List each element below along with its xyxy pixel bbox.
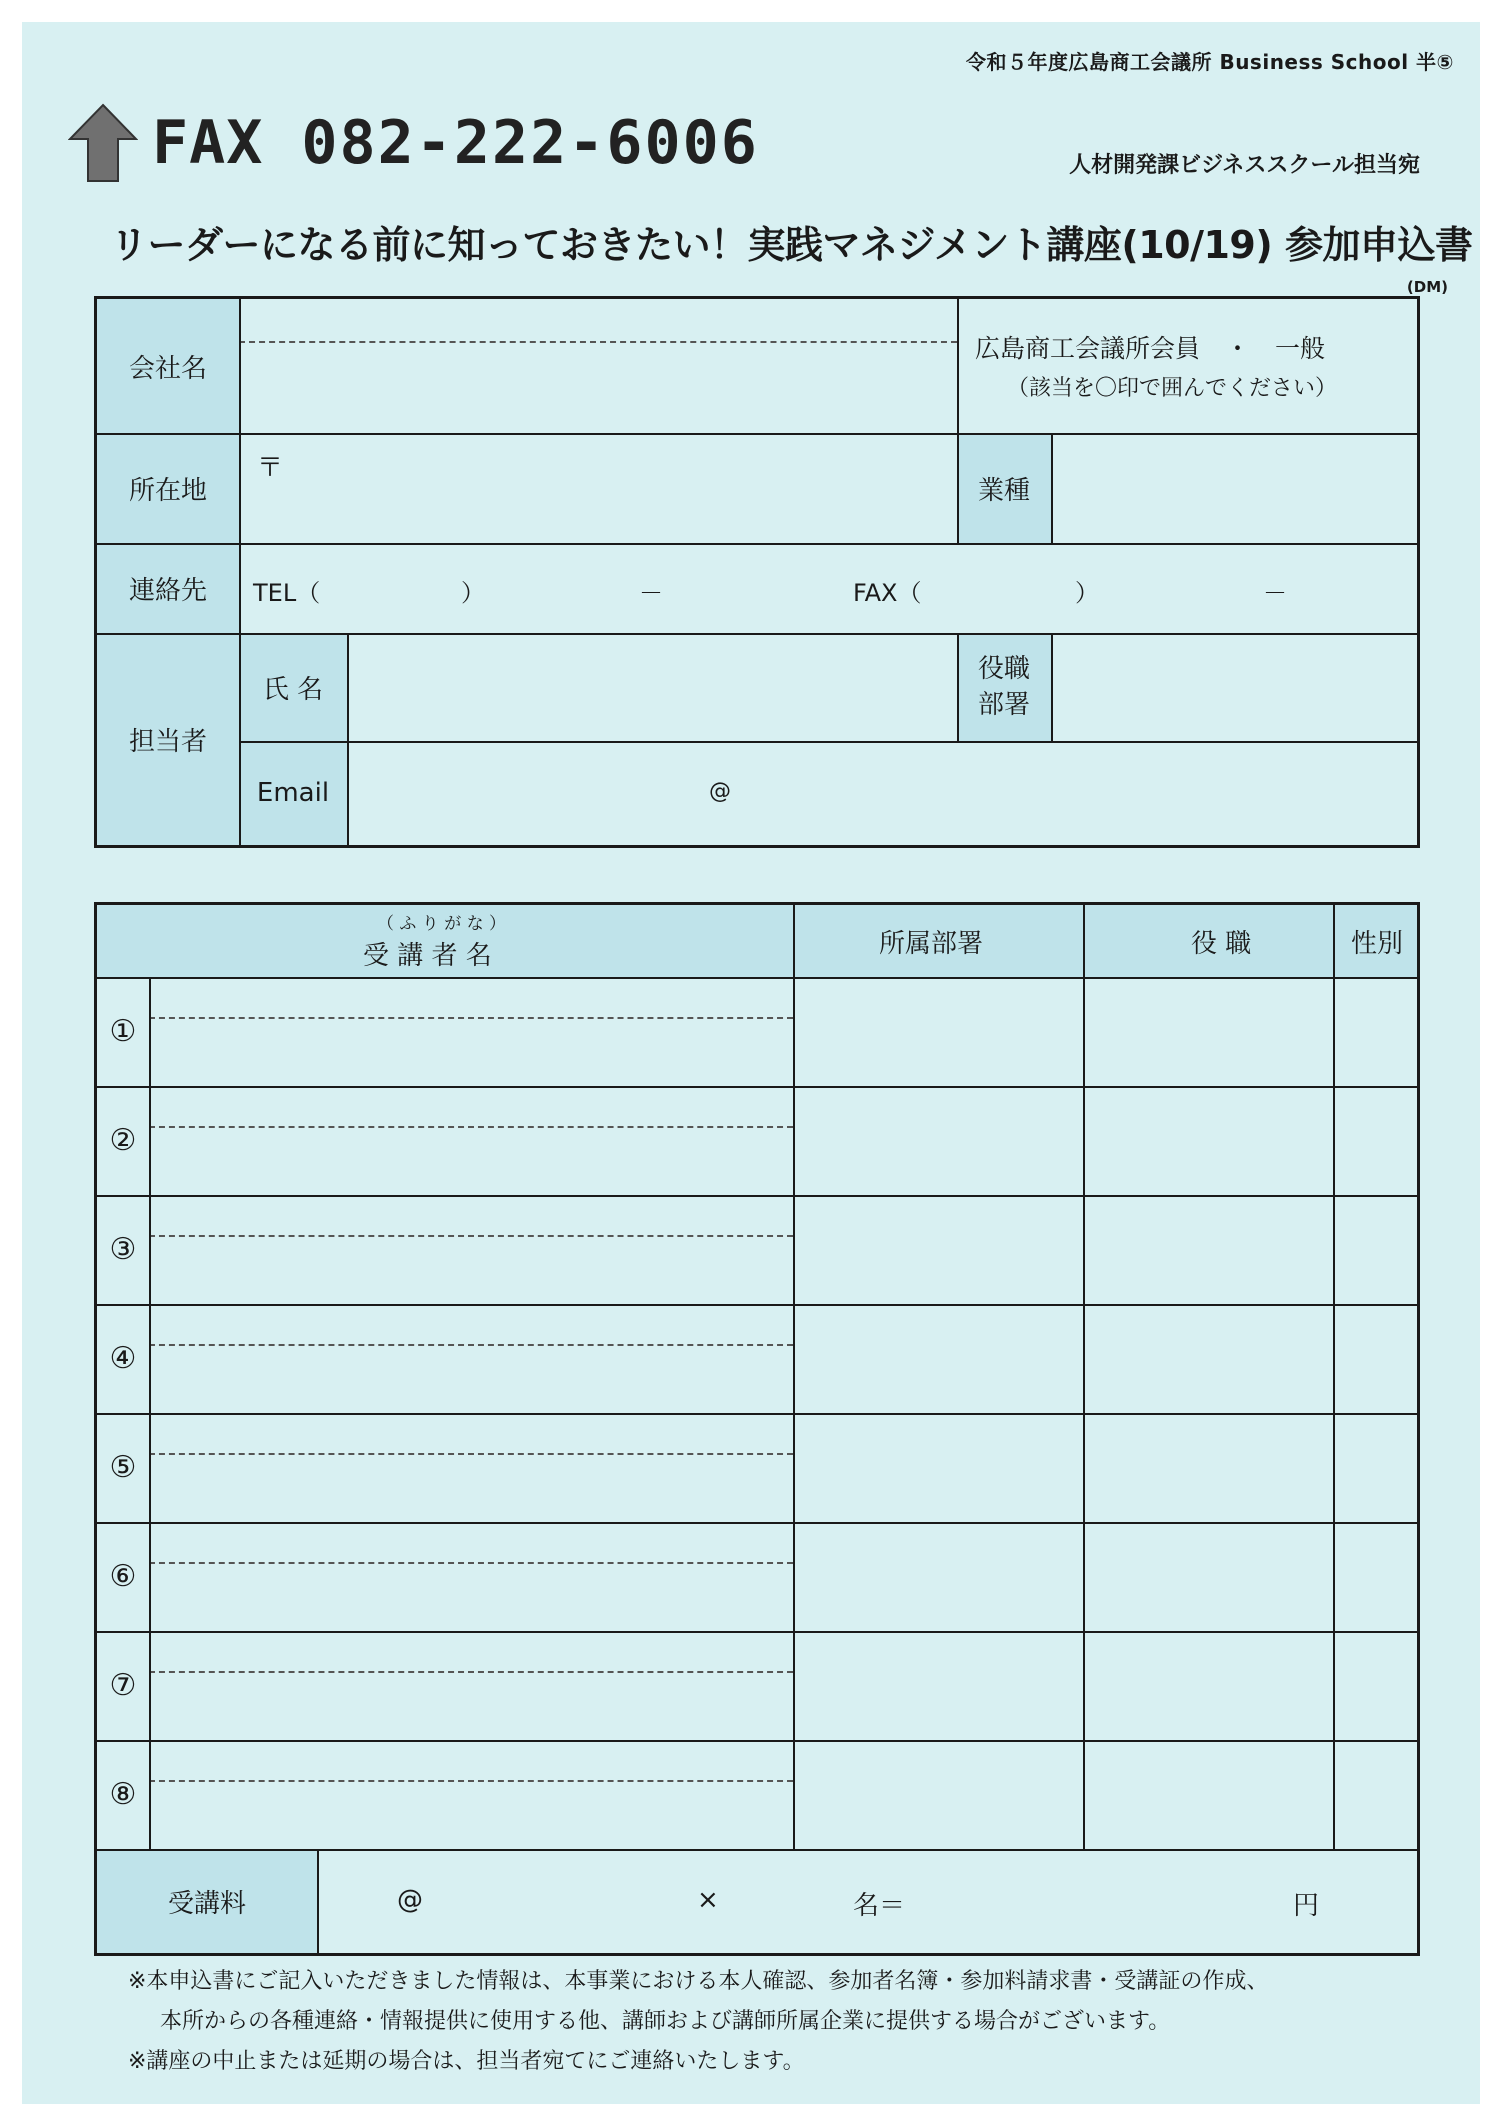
col-divider (1051, 633, 1053, 741)
membership-options: 広島商工会議所会員 ・ 一般 (975, 334, 1326, 363)
header-divider (97, 977, 1417, 979)
row-divider (97, 1631, 1417, 1633)
row-divider (97, 1522, 1417, 1524)
tel-label: TEL（ (253, 579, 321, 607)
note-3: ※講座の中止または延期の場合は、担当者宛てにご連絡いたします。 (128, 2049, 805, 2074)
participant-gender-input[interactable] (1335, 1197, 1417, 1304)
col-divider (957, 633, 959, 741)
company-furigana-input[interactable] (241, 299, 955, 341)
membership-select[interactable] (959, 299, 1417, 431)
gender-column-header: 性別 (1351, 929, 1404, 959)
participant-name-input[interactable] (151, 1564, 791, 1631)
row-divider (97, 1413, 1417, 1415)
email-at-mark: @ (709, 779, 731, 804)
person-name-input[interactable] (349, 635, 955, 739)
row-divider (97, 1849, 1417, 1851)
furigana-divider (149, 1562, 793, 1564)
email-label: Email (239, 741, 347, 845)
participant-role-input[interactable] (1085, 1306, 1331, 1413)
fee-people: 名＝ (853, 1891, 906, 1921)
participant-gender-input[interactable] (1335, 1633, 1417, 1740)
dept-column-header: 所属部署 (879, 929, 984, 959)
participant-dept-input[interactable] (795, 1306, 1081, 1413)
row-number: ② (109, 1123, 137, 1158)
participant-furigana-input[interactable] (151, 1306, 791, 1344)
row-number: ⑧ (109, 1777, 137, 1812)
participant-gender-input[interactable] (1335, 1415, 1417, 1522)
email-input[interactable] (349, 743, 1417, 843)
participant-furigana-input[interactable] (151, 1524, 791, 1562)
address-input[interactable] (241, 435, 955, 541)
participant-furigana-input[interactable] (151, 979, 791, 1017)
furigana-divider (149, 1780, 793, 1782)
phone-fax-input[interactable] (241, 545, 1417, 631)
participant-role-input[interactable] (1085, 1415, 1331, 1522)
col-divider (1333, 905, 1335, 1849)
fax-label: FAX (152, 108, 264, 178)
furigana-divider (239, 341, 957, 343)
participant-role-input[interactable] (1085, 1088, 1331, 1195)
company-info-table (94, 296, 1420, 848)
col-divider (149, 977, 151, 1849)
tel-dash: － (639, 579, 663, 607)
fax-close: ） (1075, 579, 1099, 607)
row-divider (97, 433, 1417, 435)
col-divider (1083, 905, 1085, 1849)
participant-furigana-input[interactable] (151, 1633, 791, 1671)
participant-gender-input[interactable] (1335, 979, 1417, 1086)
department: 人材開発課ビジネススクール担当宛 (1069, 153, 1420, 178)
col-divider (347, 633, 349, 845)
row-divider (97, 1086, 1417, 1088)
col-divider (793, 905, 795, 1849)
participant-gender-input[interactable] (1335, 1742, 1417, 1849)
fax-field-label: FAX（ (853, 579, 922, 607)
participant-dept-input[interactable] (795, 1742, 1081, 1849)
participants-table (94, 902, 1420, 1956)
participant-dept-input[interactable] (795, 1197, 1081, 1304)
participant-name-input[interactable] (151, 1237, 791, 1304)
participant-role-input[interactable] (1085, 1633, 1331, 1740)
person-label: 担当者 (97, 633, 239, 845)
participant-name-input[interactable] (151, 1455, 791, 1522)
participant-furigana-input[interactable] (151, 1197, 791, 1235)
participant-name-input[interactable] (151, 1128, 791, 1195)
note-1: ※本申込書にご記入いただきました情報は、本事業における本人確認、参加者名簿・参加料請求書・受講証の作成、 (128, 1969, 1269, 1994)
fax-header (68, 98, 759, 188)
dm-mark: (DM) (1406, 278, 1448, 296)
fee-times: × (697, 1885, 719, 1915)
furigana-divider (149, 1344, 793, 1346)
program-code: 令和５年度広島商工会議所 Business School 半⑤ (965, 50, 1454, 74)
col-divider (957, 299, 959, 543)
participant-furigana-input[interactable] (151, 1415, 791, 1453)
fax-dash: － (1263, 579, 1287, 607)
name-label: 氏 名 (239, 633, 347, 741)
fax-number: 082-222-6006 (301, 108, 759, 178)
participant-furigana-input[interactable] (151, 1088, 791, 1126)
up-arrow-icon (68, 103, 138, 183)
role-column-header: 役 職 (1191, 929, 1252, 959)
row-divider (97, 1740, 1417, 1742)
participant-name-input[interactable] (151, 1673, 791, 1740)
row-number: ④ (109, 1341, 137, 1376)
industry-input[interactable] (1053, 435, 1417, 541)
furigana-divider (149, 1126, 793, 1128)
fee-at-mark: @ (397, 1885, 423, 1915)
row-divider (97, 1304, 1417, 1306)
participant-dept-input[interactable] (795, 979, 1081, 1086)
col-divider (239, 299, 241, 845)
row-divider (97, 1195, 1417, 1197)
row-divider (97, 633, 1417, 635)
page-title: リーダーになる前に知っておきたい！実践マネジメント講座(10/19) 参加申込書 (110, 223, 1473, 267)
participant-gender-input[interactable] (1335, 1306, 1417, 1413)
col-divider (1051, 433, 1053, 543)
postal-mark: 〒 (257, 453, 284, 483)
row-number: ⑤ (109, 1450, 137, 1485)
row-number: ⑥ (109, 1559, 137, 1594)
address-label: 所在地 (97, 433, 239, 543)
industry-label: 業種 (957, 433, 1051, 543)
furigana-divider (149, 1453, 793, 1455)
row-number: ① (109, 1014, 137, 1049)
fee-label: 受講料 (97, 1849, 317, 1953)
name-column-header: 受 講 者 名 (363, 941, 492, 971)
participant-name-input[interactable] (151, 1019, 791, 1086)
col-divider (317, 1849, 319, 1953)
row-number: ③ (109, 1232, 137, 1267)
row-divider (239, 741, 1417, 743)
participant-furigana-input[interactable] (151, 1742, 791, 1780)
participant-dept-input[interactable] (795, 1524, 1081, 1631)
tel-close: ） (461, 579, 485, 607)
furigana-divider (149, 1671, 793, 1673)
position-label: 役職 部署 (957, 633, 1051, 741)
note-2: 本所からの各種連絡・情報提供に使用する他、講師および講師所属企業に提供する場合がございます。 (160, 2009, 1171, 2034)
participant-dept-input[interactable] (795, 1415, 1081, 1522)
furigana-divider (149, 1235, 793, 1237)
participant-gender-input[interactable] (1335, 1088, 1417, 1195)
participant-role-input[interactable] (1085, 1524, 1331, 1631)
participant-role-input[interactable] (1085, 979, 1331, 1086)
participant-name-input[interactable] (151, 1782, 791, 1849)
participant-role-input[interactable] (1085, 1197, 1331, 1304)
company-name-label: 会社名 (97, 299, 239, 433)
contact-label: 連絡先 (97, 543, 239, 633)
participant-role-input[interactable] (1085, 1742, 1331, 1849)
position-input[interactable] (1053, 635, 1417, 739)
row-divider (97, 543, 1417, 545)
fee-yen: 円 (1293, 1891, 1320, 1921)
participant-dept-input[interactable] (795, 1633, 1081, 1740)
participant-name-input[interactable] (151, 1346, 791, 1413)
furigana-divider (149, 1017, 793, 1019)
participant-gender-input[interactable] (1335, 1524, 1417, 1631)
furigana-label: （ ふ り が な ） (377, 914, 507, 934)
company-name-input[interactable] (241, 343, 955, 431)
membership-note: （該当を〇印で囲んでください） (1007, 376, 1338, 401)
row-number: ⑦ (109, 1668, 137, 1703)
participant-dept-input[interactable] (795, 1088, 1081, 1195)
